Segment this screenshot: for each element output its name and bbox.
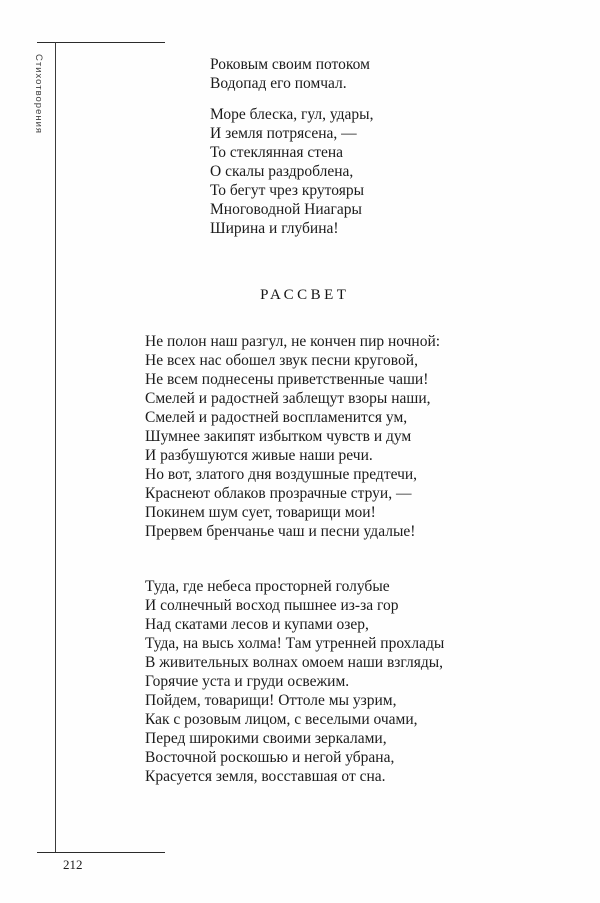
poem-line: Многоводной Ниагары [210,201,362,218]
poem-line: Но вот, златого дня воздушные предтечи, [145,466,418,483]
poem-stanza-1 [145,332,461,541]
bottom-margin-rule [37,852,165,853]
poem-line: И земля потрясена, — [210,125,357,142]
poem-line: Не всех нас обошел звук песни круговой, [145,352,418,369]
poem-line: Восточной роскошью и негой убрана, [145,749,395,766]
fragment-stanza-1 [210,55,461,93]
vertical-margin-rule [55,42,56,852]
top-margin-rule [37,42,165,43]
poem-title: РАССВЕТ [260,287,350,303]
poem-stanza-2 [145,577,461,786]
poem-line: Пойдем, товарищи! Оттоле мы узрим, [145,692,397,709]
poem-line: Туда, где небеса просторней голубые [145,578,390,595]
poem-line: Горячие уста и груди освежим. [145,673,350,690]
poem-line: То бегут чрез крутояры [210,182,365,199]
poem-line: Смелей и радостней заблещут взоры наши, [145,390,431,407]
poem-line: Ширина и глубина! [210,220,339,237]
poem-line: Не всем поднесены приветственные чаши! [145,371,429,388]
poem-line: Шумнее закипят избытком чувств и дум [145,428,412,445]
poem-line: Роковым своим потоком [210,56,370,73]
poem-line: Море блеска, гул, удары, [210,106,374,123]
poem-line: Покинем шум сует, товарищи мои! [145,504,376,521]
poem-line: Над скатами лесов и купами озер, [145,616,369,633]
poem-line: Перед широкими своими зеркалами, [145,730,387,747]
previous-poem-fragment [210,55,461,238]
poem-line: Краснеют облаков прозрачные струи, — [145,485,412,502]
poem-line: Не полон наш разгул, не кончен пир ночной: [145,333,441,350]
fragment-stanza-2 [210,105,461,238]
poem-line: Смелей и радостней воспламенится ум, [145,409,408,426]
poem-line: Водопад его помчал. [210,75,347,92]
poem-line: Как с розовым лицом, с веселыми очами, [145,711,418,728]
poem-line: В живительных волнах омоем наши взгляды, [145,654,444,671]
page-content [145,55,461,786]
poem-line: Красуется земля, восставшая от сна. [145,768,386,785]
page-number: 212 [63,857,83,872]
running-head-section-label: Стихотворения [33,54,44,135]
poem-line: Туда, на высь холма! Там утренней прохлады [145,635,445,652]
poem-line: И солнечный восход пышнее из-за гор [145,597,399,614]
poem-line: Прервем бренчанье чаш и песни удалые! [145,523,416,540]
poem-line: О скалы раздроблена, [210,163,354,180]
poem-line: И разбушуются живые наши речи. [145,447,373,464]
poem-line: То стеклянная стена [210,144,344,161]
